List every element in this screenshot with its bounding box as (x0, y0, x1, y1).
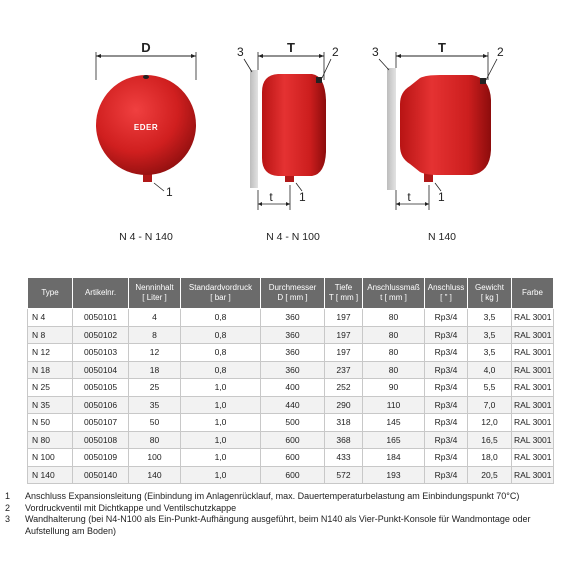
table-cell: 237 (325, 361, 363, 379)
table-cell: RAL 3001 (512, 344, 554, 362)
table-cell: RAL 3001 (512, 431, 554, 449)
table-cell: 368 (325, 431, 363, 449)
table-cell: 440 (261, 396, 325, 414)
column-header-line: T [ mm ] (328, 293, 359, 302)
table-cell: 197 (325, 344, 363, 362)
footnote-text: Wandhalterung (bei N4-N100 als Ein-Punkt-Aufhängung ausgeführt, beim N140 als Vier-Punkt-Konsole für Wandmontage oder Aufstellung am Boden) (25, 514, 531, 536)
table-cell: 35 (129, 396, 181, 414)
callout-2-large-view: 2 (497, 45, 504, 59)
table-cell: 80 (363, 326, 425, 344)
column-header (325, 278, 363, 309)
table-cell: 0050108 (73, 431, 129, 449)
column-header (129, 278, 181, 309)
table-cell: 20,5 (468, 466, 512, 484)
callout-2-small-view: 2 (332, 45, 339, 59)
table-cell: 145 (363, 414, 425, 432)
column-header-line: D [ mm ] (277, 293, 308, 302)
table-cell: RAL 3001 (512, 414, 554, 432)
column-header-line: Durchmesser (268, 283, 317, 292)
table-cell: Rp3/4 (425, 466, 468, 484)
table-cell: 197 (325, 326, 363, 344)
table-cell: 360 (261, 344, 325, 362)
table-cell: 0050109 (73, 449, 129, 467)
label-t-dimension-large: t (407, 190, 411, 204)
column-header-line: Artikelnr. (84, 288, 117, 297)
callout-3-small-view: 3 (237, 45, 244, 59)
product-drawings (0, 0, 580, 270)
table-cell: 3,5 (468, 344, 512, 362)
spec-table (27, 277, 554, 484)
label-t-large-view: T (438, 40, 446, 55)
table-cell: N 8 (28, 326, 73, 344)
column-header-line: Standardvordruck (188, 283, 253, 292)
brand-logo: EDER (133, 123, 159, 132)
column-header-line: [ kg ] (480, 293, 499, 302)
table-cell: 184 (363, 449, 425, 467)
table-cell: 165 (363, 431, 425, 449)
table-cell: 0050103 (73, 344, 129, 362)
table-cell: 8 (129, 326, 181, 344)
caption-side-large: N 140 (427, 231, 457, 243)
table-cell: 0050106 (73, 396, 129, 414)
column-header-line: Anschluss (427, 283, 465, 292)
table-cell: 3,5 (468, 309, 512, 327)
column-header (468, 278, 512, 309)
column-header-line: Tiefe (334, 283, 353, 292)
column-header-line: Farbe (522, 288, 543, 297)
footnote (5, 491, 575, 503)
table-cell: RAL 3001 (512, 449, 554, 467)
side-view-small (237, 40, 339, 243)
footnote-text: Vordruckventil mit Dichtkappe und Ventilschutzkappe (25, 502, 237, 513)
column-header-line: Anschlussmaß (367, 283, 420, 292)
table-cell: 1,0 (181, 396, 261, 414)
table-cell: 290 (325, 396, 363, 414)
column-header-line: [ " ] (440, 293, 452, 302)
table-cell: 0050104 (73, 361, 129, 379)
table-row (28, 466, 554, 484)
table-cell: 80 (363, 344, 425, 362)
callout-1-large-view: 1 (438, 190, 445, 204)
table-cell: 0050140 (73, 466, 129, 484)
table-cell: N 4 (28, 309, 73, 327)
table-cell: 50 (129, 414, 181, 432)
table-header-row (28, 278, 554, 309)
table-cell: 0,8 (181, 309, 261, 327)
caption-front: N 4 - N 140 (119, 231, 173, 243)
table-cell: 400 (261, 379, 325, 397)
table-cell: 0,8 (181, 344, 261, 362)
table-cell: Rp3/4 (425, 449, 468, 467)
table-cell: 100 (129, 449, 181, 467)
footnote (5, 514, 575, 537)
table-cell: 0050107 (73, 414, 129, 432)
table-cell: 1,0 (181, 449, 261, 467)
table-row (28, 361, 554, 379)
table-row (28, 379, 554, 397)
footnote (5, 503, 575, 515)
column-header-line: Type (41, 288, 59, 297)
column-header-line: Gewicht (475, 283, 504, 292)
label-t-small-view: T (287, 40, 295, 55)
table-cell: N 35 (28, 396, 73, 414)
table-cell: 4,0 (468, 361, 512, 379)
table-cell: 252 (325, 379, 363, 397)
footnote-text: Anschluss Expansionsleitung (Einbindung im Anlagenrücklauf, max. Dauertemperaturbelastung am Einbindungspunkt 70°C) (25, 491, 520, 501)
table-cell: 16,5 (468, 431, 512, 449)
table-cell: 360 (261, 361, 325, 379)
table-cell: N 100 (28, 449, 73, 467)
table-body (28, 309, 554, 484)
table-cell: 3,5 (468, 326, 512, 344)
table-cell: RAL 3001 (512, 379, 554, 397)
table-cell: 600 (261, 466, 325, 484)
footnote-number: 3 (5, 514, 11, 524)
table-row (28, 431, 554, 449)
table-cell: 193 (363, 466, 425, 484)
table-cell: 360 (261, 326, 325, 344)
column-header-line: [ bar ] (210, 293, 231, 302)
callout-1-small-view: 1 (299, 190, 306, 204)
table-cell: RAL 3001 (512, 326, 554, 344)
column-header (73, 278, 129, 309)
table-cell: 0,8 (181, 326, 261, 344)
table-cell: Rp3/4 (425, 344, 468, 362)
table-row (28, 326, 554, 344)
table-cell: 600 (261, 449, 325, 467)
table-cell: 1,0 (181, 431, 261, 449)
table-cell: Rp3/4 (425, 326, 468, 344)
table-cell: N 12 (28, 344, 73, 362)
side-view-large (372, 40, 504, 243)
table-cell: 0,8 (181, 361, 261, 379)
table-cell: 18,0 (468, 449, 512, 467)
column-header (261, 278, 325, 309)
table-cell: N 50 (28, 414, 73, 432)
column-header-line: t [ mm ] (380, 293, 407, 302)
table-cell: 18 (129, 361, 181, 379)
table-cell: Rp3/4 (425, 361, 468, 379)
table-cell: Rp3/4 (425, 309, 468, 327)
table-cell: 500 (261, 414, 325, 432)
column-header (181, 278, 261, 309)
table-row (28, 309, 554, 327)
table-row (28, 396, 554, 414)
table-cell: 0050102 (73, 326, 129, 344)
table-cell: 572 (325, 466, 363, 484)
table-cell: 197 (325, 309, 363, 327)
table-cell: 1,0 (181, 466, 261, 484)
table-cell: N 25 (28, 379, 73, 397)
table-cell: 600 (261, 431, 325, 449)
table-cell: RAL 3001 (512, 396, 554, 414)
table-cell: RAL 3001 (512, 466, 554, 484)
footnote-number: 1 (5, 491, 11, 501)
table-cell: N 80 (28, 431, 73, 449)
table-cell: 0050101 (73, 309, 129, 327)
table-cell: Rp3/4 (425, 431, 468, 449)
callout-line-1 (154, 183, 164, 191)
table-cell: 90 (363, 379, 425, 397)
table-cell: 433 (325, 449, 363, 467)
column-header (28, 278, 73, 309)
table-cell: 360 (261, 309, 325, 327)
column-header-line: [ Liter ] (142, 293, 167, 302)
table-cell: Rp3/4 (425, 379, 468, 397)
table-row (28, 449, 554, 467)
vessel-side-large (400, 75, 491, 175)
table-cell: 1,0 (181, 379, 261, 397)
front-view (96, 40, 196, 243)
table-cell: 80 (363, 309, 425, 327)
callout-1: 1 (166, 185, 173, 199)
wall-console (387, 68, 396, 190)
valve (316, 77, 322, 83)
table-cell: N 140 (28, 466, 73, 484)
column-header (512, 278, 554, 309)
table-cell: 1,0 (181, 414, 261, 432)
table-cell: Rp3/4 (425, 414, 468, 432)
table-cell: 12 (129, 344, 181, 362)
table-cell: 25 (129, 379, 181, 397)
table-cell: 80 (129, 431, 181, 449)
table-cell: RAL 3001 (512, 361, 554, 379)
wall-bracket (250, 70, 258, 188)
table-cell: 7,0 (468, 396, 512, 414)
table-row (28, 414, 554, 432)
footnote-number: 2 (5, 502, 11, 513)
column-header-line: Nenninhalt (135, 283, 174, 292)
callout-3-large-view: 3 (372, 45, 379, 59)
column-header (425, 278, 468, 309)
column-header (363, 278, 425, 309)
table-cell: 318 (325, 414, 363, 432)
label-t-dimension-small: t (269, 190, 273, 204)
table-cell: Rp3/4 (425, 396, 468, 414)
table-cell: 12,0 (468, 414, 512, 432)
footnotes (5, 491, 575, 537)
table-cell: 4 (129, 309, 181, 327)
table-cell: 0050105 (73, 379, 129, 397)
label-d: D (141, 40, 151, 55)
table-cell: N 18 (28, 361, 73, 379)
vessel-side-small (262, 74, 326, 176)
caption-side-small: N 4 - N 100 (266, 231, 320, 243)
table-cell: 80 (363, 361, 425, 379)
table-cell: 5,5 (468, 379, 512, 397)
table-row (28, 344, 554, 362)
table-cell: RAL 3001 (512, 309, 554, 327)
table-cell: 110 (363, 396, 425, 414)
table-cell: 140 (129, 466, 181, 484)
